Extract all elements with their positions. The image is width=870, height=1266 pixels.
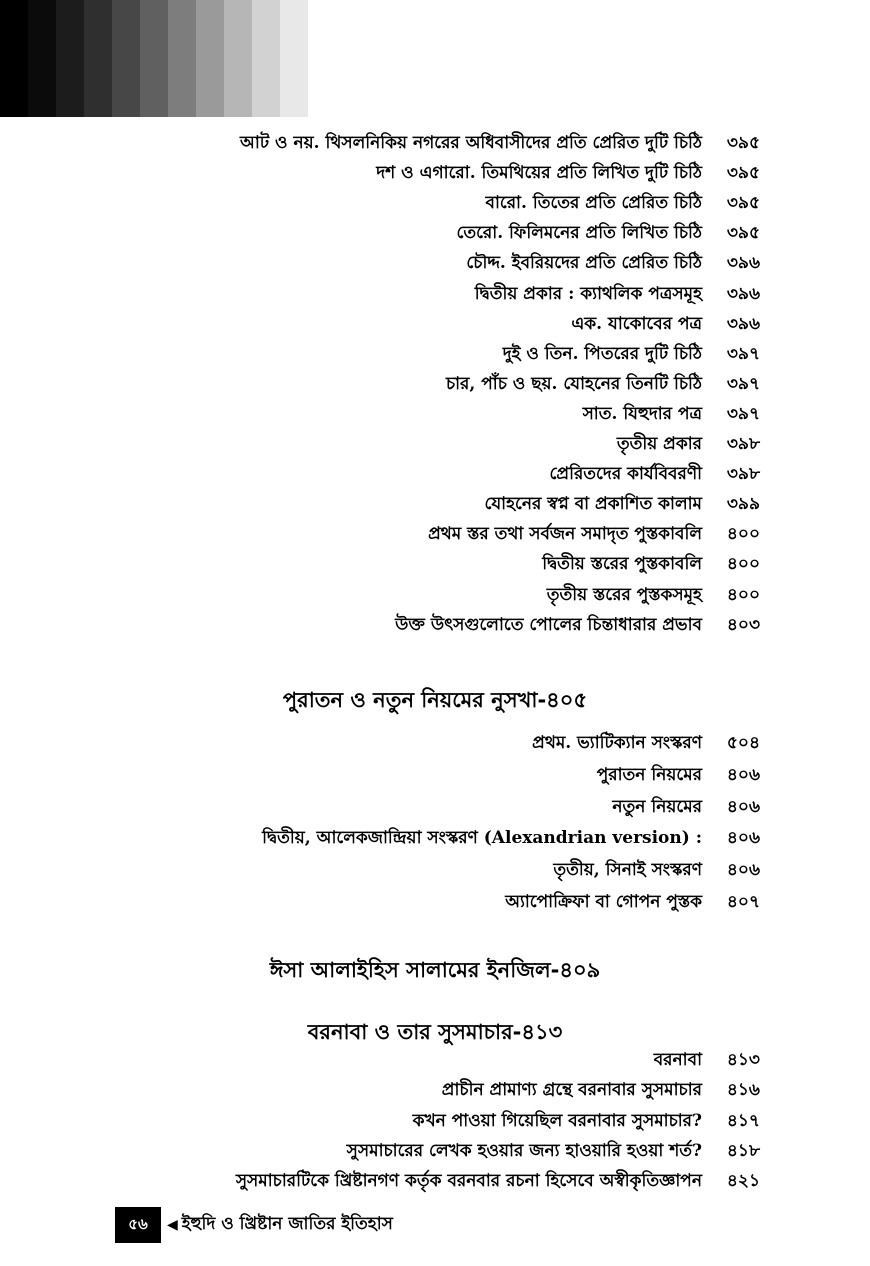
toc-entry-page: ৪০৬ — [726, 764, 760, 785]
gray-swatch — [28, 0, 56, 117]
toc-entry-page: ৩৯৫ — [726, 133, 760, 153]
toc-entry-page: ৪০৬ — [726, 828, 760, 849]
toc-entry-page: ৩৯৭ — [726, 373, 760, 394]
toc-entry — [0, 1107, 760, 1137]
toc-entry-title: দ্বিতীয় প্রকার : ক্যাথলিক পত্রসমূহ — [474, 283, 702, 304]
toc-entry — [0, 370, 760, 400]
toc-entry-page: ৪১৭ — [726, 1110, 760, 1131]
toc-entry — [0, 888, 760, 918]
running-book-title: ইহুদি ও খ্রিষ্টান জাতির ইতিহাস — [181, 1214, 393, 1234]
toc-entry-title: তৃতীয় প্রকার — [616, 434, 702, 454]
toc-entry — [0, 729, 760, 759]
toc-entry-page: ৪১৮ — [726, 1140, 760, 1161]
toc-entry-title: অ্যাপোক্রিফা বা গোপন পুস্তক — [505, 892, 702, 912]
gray-swatch — [0, 0, 28, 117]
section-heading-injil-of-isa: ঈসা আলাইহিস সালামের ইনজিল-৪০৯ — [269, 958, 601, 982]
toc-entry-page: ৩৯৭ — [726, 403, 760, 424]
toc-entry-page: ৪০৬ — [726, 860, 760, 881]
toc-entry — [0, 611, 760, 641]
toc-entry-page: ৩৯৮ — [726, 434, 760, 454]
toc-entry-title: এক. যাকোবের পত্র — [571, 313, 702, 334]
toc-entry-title: তেরো. ফিলিমনের প্রতি লিখিত চিঠি — [456, 223, 702, 244]
toc-entry — [0, 793, 760, 823]
toc-entry-page: ৪০০ — [726, 584, 760, 605]
toc-entry-title: যোহনের স্বপ্ন বা প্রকাশিত কালাম — [484, 494, 702, 515]
gray-swatch — [112, 0, 140, 117]
toc-entry-page: ৪১৬ — [726, 1080, 760, 1101]
section-heading-barnabas-gospel: বরনাবা ও তার সুসমাচার-৪১৩ — [307, 1020, 563, 1044]
toc-entry — [0, 159, 760, 189]
toc-entry-page: ৩৯৫ — [726, 163, 760, 184]
toc-entry-title: দুই ও তিন. পিতরের দুটি চিঠি — [502, 343, 702, 364]
toc-entry-page: ৩৯৯ — [726, 494, 760, 515]
toc-entry-title: প্রাচীন প্রামাণ্য গ্রন্থে বরনাবার সুসমাচার — [441, 1080, 702, 1101]
toc-entry — [0, 1046, 760, 1076]
toc-entry-page: ৪০৬ — [726, 796, 760, 817]
toc-entry-title: প্রথম স্তর তথা সর্বজন সমাদৃত পুস্তকাবলি — [428, 524, 702, 545]
gray-swatch — [84, 0, 112, 117]
toc-entry-title: আট ও নয়. থিসলনিকিয় নগরের অধিবাসীদের প্রতি প্রেরিত দুটি চিঠি — [240, 133, 702, 153]
toc-entry-page: ৩৯৬ — [726, 283, 760, 304]
toc-entry-page: ৩৯৬ — [726, 253, 760, 274]
toc-entry — [0, 1137, 760, 1167]
toc-entry — [0, 460, 760, 490]
toc-entry-title: দ্বিতীয়, আলেকজান্দ্রিয়া সংস্করণ (Alexandrian version) : — [262, 828, 702, 849]
gray-swatch — [224, 0, 252, 117]
toc-entry — [0, 280, 760, 310]
toc-entry-title: সুসমাচারটিকে খ্রিষ্টানগণ কর্তৃক বরনবার রচনা হিসেবে অস্বীকৃতিজ্ঞাপন — [235, 1171, 702, 1192]
gray-swatch — [56, 0, 84, 117]
section-heading-old-new-testament-manuscripts: পুরাতন ও নতুন নিয়মের নুসখা-৪০৫ — [282, 688, 588, 712]
gray-swatch — [252, 0, 280, 117]
toc-entry-page: ৫০৪ — [726, 733, 760, 753]
toc-entry — [0, 430, 760, 460]
toc-entry-title: নতুন নিয়মের — [612, 796, 702, 817]
toc-entry-page: ৪২১ — [726, 1171, 760, 1192]
toc-entry-title: প্রথম. ভ্যাটিক্যান সংস্করণ — [532, 733, 702, 753]
toc-entry-title: উক্ত উৎসগুলোতে পোলের চিন্তাধারার প্রভাব — [395, 614, 702, 635]
toc-entry-title: সাত. যিহুদার পত্র — [582, 403, 702, 424]
toc-entry-title: বারো. তিতের প্রতি প্রেরিত চিঠি — [485, 193, 702, 214]
toc-entry — [0, 856, 760, 886]
toc-entry — [0, 340, 760, 370]
gray-swatch — [280, 0, 308, 117]
toc-entry-page: ৪০০ — [726, 524, 760, 545]
toc-entry — [0, 520, 760, 550]
page-footer — [115, 1207, 393, 1243]
toc-entry-title: বরনাবা — [653, 1050, 702, 1070]
toc-entry — [0, 400, 760, 430]
toc-entry — [0, 129, 760, 159]
arrow-left-icon: ◀ — [167, 1217, 178, 1233]
grayscale-calibration-bar — [0, 0, 308, 117]
toc-entry-page: ৪১৩ — [726, 1050, 760, 1070]
toc-entry — [0, 310, 760, 340]
toc-entry-page: ৩৯৫ — [726, 193, 760, 214]
toc-entry-title: প্রেরিতদের কার্যবিবরণী — [549, 464, 702, 485]
toc-entry-title: তৃতীয় স্তরের পুস্তকসমূহ — [546, 584, 702, 605]
toc-entry — [0, 189, 760, 219]
toc-entry — [0, 1167, 760, 1197]
toc-entry-page: ৪০৭ — [726, 892, 760, 912]
toc-entry — [0, 550, 760, 580]
toc-entry-title: সুসমাচারের লেখক হওয়ার জন্য হাওয়ারি হওয়া শর্ত? — [346, 1140, 702, 1161]
toc-entry-title: চার, পাঁচ ও ছয়. যোহনের তিনটি চিঠি — [445, 373, 702, 394]
toc-entry-title: পুরাতন নিয়মের — [596, 764, 702, 785]
toc-entry-page: ৩৯৭ — [726, 343, 760, 364]
toc-entry — [0, 490, 760, 520]
toc-entry-page: ৩৯৫ — [726, 223, 760, 244]
toc-entry-page: ৩৯৮ — [726, 464, 760, 485]
toc-entry — [0, 219, 760, 249]
toc-entry-page: ৪০৩ — [726, 614, 760, 635]
gray-swatch — [196, 0, 224, 117]
gray-swatch — [168, 0, 196, 117]
toc-entry-page: ৩৯৬ — [726, 313, 760, 334]
toc-entry — [0, 581, 760, 611]
toc-entry-title: চৌদ্দ. ইবরিয়দের প্রতি প্রেরিত চিঠি — [466, 253, 702, 274]
toc-entry — [0, 249, 760, 279]
toc-entry-page: ৪০০ — [726, 554, 760, 575]
toc-entry — [0, 761, 760, 791]
toc-entry-title: দশ ও এগারো. তিমথিয়ের প্রতি লিখিত দুটি চিঠি — [376, 163, 702, 184]
toc-entry-title: দ্বিতীয় স্তরের পুস্তকাবলি — [542, 554, 702, 575]
toc-entry-title: তৃতীয়, সিনাই সংস্করণ — [553, 860, 702, 881]
gray-swatch — [140, 0, 168, 117]
toc-entry — [0, 824, 760, 854]
toc-entry-title: কখন পাওয়া গিয়েছিল বরনাবার সুসমাচার? — [412, 1110, 702, 1131]
toc-entry — [0, 1076, 760, 1106]
page-number: ৫৬ — [115, 1207, 161, 1243]
